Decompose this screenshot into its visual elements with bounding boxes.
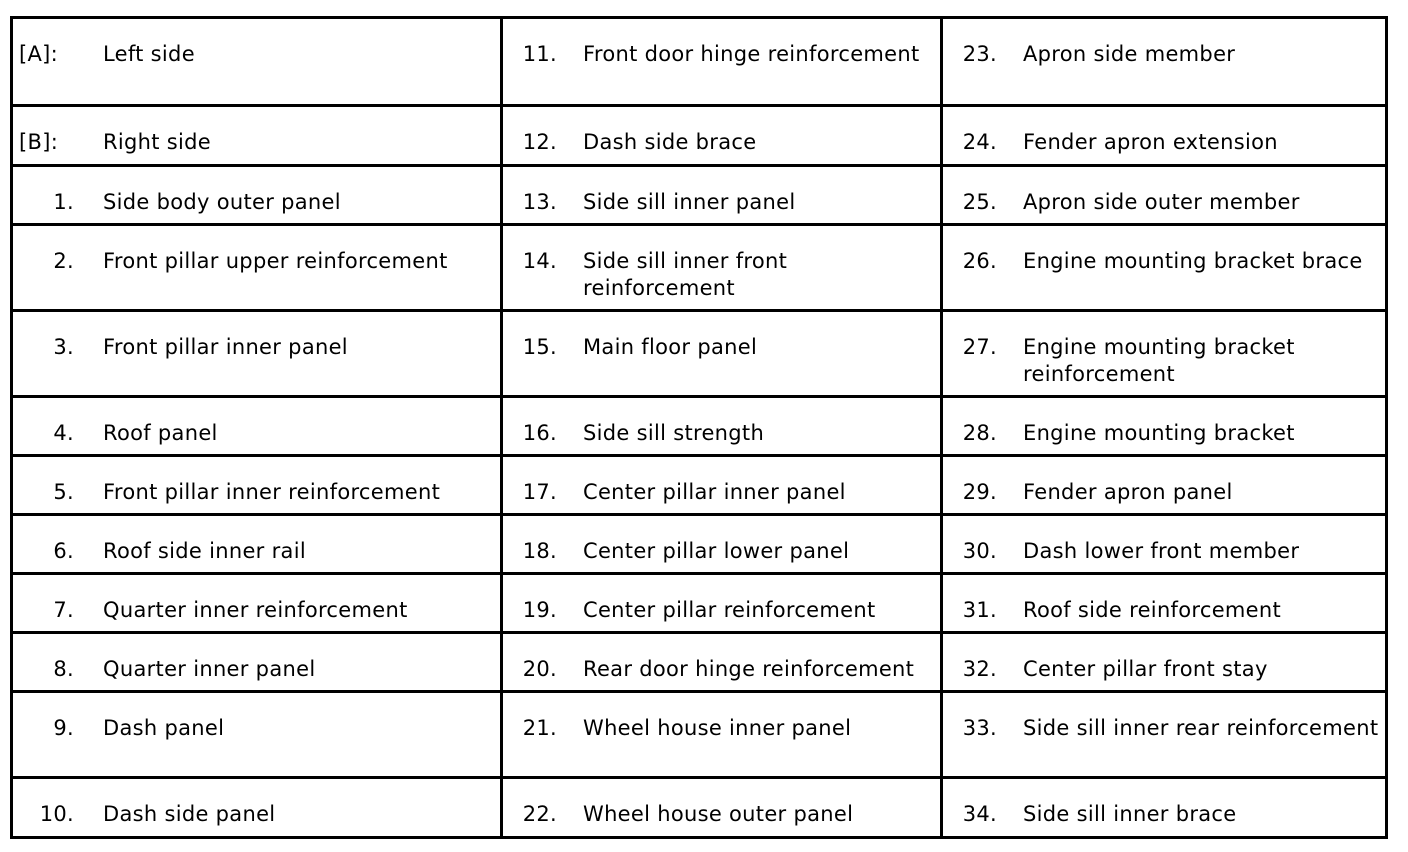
- legend-item-label: Front pillar upper reinforcement: [103, 249, 448, 273]
- legend-item-number: 30.: [962, 539, 997, 563]
- table-row: [12, 456, 1387, 515]
- legend-entry-content: [943, 779, 1385, 828]
- legend-entry-content: [13, 516, 500, 565]
- legend-item-label: Front pillar inner panel: [103, 335, 348, 359]
- legend-entry: [502, 692, 942, 778]
- legend-entry-content: [503, 167, 940, 216]
- legend-item-label: Wheel house outer panel: [583, 802, 854, 826]
- legend-item-number: 17.: [522, 480, 557, 504]
- legend-entry-content: [13, 779, 500, 828]
- legend-item-number: 12.: [522, 130, 557, 154]
- legend-item-label: Side sill inner panel: [583, 190, 796, 214]
- legend-item-label: Main floor panel: [583, 335, 758, 359]
- legend-item-number: 25.: [962, 190, 997, 214]
- legend-item-label: Apron side outer member: [1023, 190, 1300, 214]
- table-row: [12, 397, 1387, 456]
- legend-item-number: 13.: [522, 190, 557, 214]
- table-row: [12, 166, 1387, 225]
- legend-item-number: 22.: [522, 802, 557, 826]
- legend-item-number: 24.: [962, 130, 997, 154]
- legend-entry: [12, 778, 502, 838]
- legend-entry-content: [13, 19, 500, 68]
- legend-item-number: 5.: [53, 480, 74, 504]
- parts-legend-table: [10, 16, 1388, 839]
- legend-item-label: Fender apron extension: [1023, 130, 1278, 154]
- legend-entry-content: [503, 634, 940, 683]
- legend-entry-content: [943, 312, 1385, 388]
- legend-entry: [942, 311, 1387, 397]
- table-row: [12, 574, 1387, 633]
- legend-entry-content: [503, 575, 940, 624]
- legend-entry: [502, 106, 942, 166]
- legend-item-label: Roof side inner rail: [103, 539, 306, 563]
- legend-item-label: Quarter inner reinforcement: [103, 598, 408, 622]
- legend-item-number: 33.: [962, 716, 997, 740]
- legend-item-label: Dash panel: [103, 716, 225, 740]
- legend-entry-content: [503, 779, 940, 828]
- legend-entry: [12, 574, 502, 633]
- table-row: [12, 778, 1387, 838]
- legend-item-label: Front door hinge reinforcement: [583, 42, 920, 66]
- legend-entry-content: [943, 634, 1385, 683]
- legend-item-label: Engine mounting bracket brace: [1023, 249, 1363, 273]
- legend-item-label: Side sill inner front reinforcement: [583, 249, 788, 300]
- legend-item-label: Dash side panel: [103, 802, 276, 826]
- legend-item-label: Engine mounting bracket: [1023, 421, 1295, 445]
- parts-legend-body: [12, 18, 1387, 838]
- legend-entry-content: [503, 516, 940, 565]
- legend-entry: [502, 633, 942, 692]
- legend-item-number: 7.: [53, 598, 74, 622]
- legend-item-number: 1.: [53, 190, 74, 214]
- legend-item-number: 8.: [53, 657, 74, 681]
- legend-item-number: 9.: [53, 716, 74, 740]
- legend-item-label: Side body outer panel: [103, 190, 341, 214]
- legend-entry: [12, 633, 502, 692]
- legend-entry-content: [943, 457, 1385, 506]
- legend-entry-content: [13, 575, 500, 624]
- legend-entry: [942, 106, 1387, 166]
- legend-item-number: 28.: [962, 421, 997, 445]
- legend-item-number: [A]:: [19, 42, 59, 66]
- legend-item-number: 29.: [962, 480, 997, 504]
- legend-item-number: 16.: [522, 421, 557, 445]
- legend-item-label: Center pillar reinforcement: [583, 598, 876, 622]
- legend-item-label: Side sill strength: [583, 421, 765, 445]
- table-row: [12, 18, 1387, 106]
- legend-entry: [12, 692, 502, 778]
- table-row: [12, 225, 1387, 311]
- legend-entry-content: [943, 226, 1385, 275]
- legend-entry: [502, 166, 942, 225]
- legend-entry-content: [943, 398, 1385, 447]
- legend-entry: [942, 18, 1387, 106]
- legend-item-number: 31.: [962, 598, 997, 622]
- legend-item-label: Left side: [103, 42, 195, 66]
- table-row: [12, 692, 1387, 778]
- legend-entry-content: [943, 693, 1385, 742]
- legend-entry-content: [503, 693, 940, 742]
- legend-item-label: Apron side member: [1023, 42, 1236, 66]
- legend-entry: [942, 778, 1387, 838]
- legend-item-number: 15.: [522, 335, 557, 359]
- legend-item-label: Center pillar front stay: [1023, 657, 1268, 681]
- legend-entry: [12, 456, 502, 515]
- legend-item-number: 3.: [53, 335, 74, 359]
- legend-item-number: 2.: [53, 249, 74, 273]
- legend-item-label: Dash side brace: [583, 130, 757, 154]
- legend-item-number: 26.: [962, 249, 997, 273]
- legend-item-number: 34.: [962, 802, 997, 826]
- legend-item-label: Quarter inner panel: [103, 657, 316, 681]
- legend-entry-content: [503, 19, 940, 68]
- legend-entry: [502, 574, 942, 633]
- legend-entry-content: [13, 398, 500, 447]
- legend-entry: [502, 311, 942, 397]
- legend-entry: [12, 225, 502, 311]
- legend-entry: [502, 778, 942, 838]
- legend-entry: [502, 18, 942, 106]
- legend-entry: [502, 456, 942, 515]
- legend-item-label: Side sill inner brace: [1023, 802, 1237, 826]
- legend-item-label: Dash lower front member: [1023, 539, 1300, 563]
- table-row: [12, 633, 1387, 692]
- legend-item-label: Right side: [103, 130, 211, 154]
- table-row: [12, 515, 1387, 574]
- legend-item-number: 23.: [962, 42, 997, 66]
- legend-entry: [942, 225, 1387, 311]
- legend-entry: [12, 397, 502, 456]
- legend-item-number: [B]:: [19, 130, 59, 154]
- legend-entry-content: [13, 693, 500, 742]
- legend-entry: [502, 225, 942, 311]
- legend-entry-content: [943, 19, 1385, 68]
- legend-item-label: Roof side reinforcement: [1023, 598, 1282, 622]
- legend-entry-content: [503, 312, 940, 361]
- legend-entry-content: [13, 226, 500, 275]
- legend-entry-content: [503, 107, 940, 156]
- legend-entry-content: [13, 634, 500, 683]
- legend-entry: [942, 166, 1387, 225]
- legend-item-label: Front pillar inner reinforcement: [103, 480, 441, 504]
- legend-entry-content: [943, 167, 1385, 216]
- legend-item-number: 11.: [522, 42, 557, 66]
- legend-entry: [12, 106, 502, 166]
- legend-entry: [502, 515, 942, 574]
- legend-item-label: Side sill inner rear reinforcement: [1023, 716, 1379, 740]
- legend-entry: [942, 397, 1387, 456]
- legend-item-label: Roof panel: [103, 421, 218, 445]
- legend-item-label: Center pillar inner panel: [583, 480, 846, 504]
- legend-item-number: 6.: [53, 539, 74, 563]
- legend-item-number: 19.: [522, 598, 557, 622]
- legend-item-number: 21.: [522, 716, 557, 740]
- legend-item-label: Wheel house inner panel: [583, 716, 852, 740]
- legend-item-number: 10.: [39, 802, 74, 826]
- legend-item-number: 32.: [962, 657, 997, 681]
- legend-entry-content: [13, 167, 500, 216]
- legend-item-label: Rear door hinge reinforcement: [583, 657, 915, 681]
- legend-entry-content: [503, 226, 940, 302]
- legend-item-number: 14.: [522, 249, 557, 273]
- legend-entry-content: [503, 457, 940, 506]
- legend-entry: [942, 456, 1387, 515]
- legend-item-label: Engine mounting bracket reinforcement: [1023, 335, 1295, 386]
- table-row: [12, 311, 1387, 397]
- legend-entry: [12, 18, 502, 106]
- legend-item-number: 18.: [522, 539, 557, 563]
- legend-entry: [942, 692, 1387, 778]
- legend-item-label: Center pillar lower panel: [583, 539, 850, 563]
- legend-entry: [12, 166, 502, 225]
- legend-entry-content: [943, 516, 1385, 565]
- legend-item-number: 27.: [962, 335, 997, 359]
- legend-entry: [502, 397, 942, 456]
- legend-item-label: Fender apron panel: [1023, 480, 1233, 504]
- legend-entry: [942, 515, 1387, 574]
- table-row: [12, 106, 1387, 166]
- legend-entry-content: [13, 312, 500, 361]
- legend-entry: [942, 633, 1387, 692]
- legend-entry: [12, 515, 502, 574]
- legend-entry: [12, 311, 502, 397]
- legend-entry-content: [943, 575, 1385, 624]
- legend-item-number: 4.: [53, 421, 74, 445]
- legend-entry-content: [503, 398, 940, 447]
- legend-entry: [942, 574, 1387, 633]
- legend-entry-content: [943, 107, 1385, 156]
- legend-entry-content: [13, 107, 500, 156]
- legend-entry-content: [13, 457, 500, 506]
- legend-item-number: 20.: [522, 657, 557, 681]
